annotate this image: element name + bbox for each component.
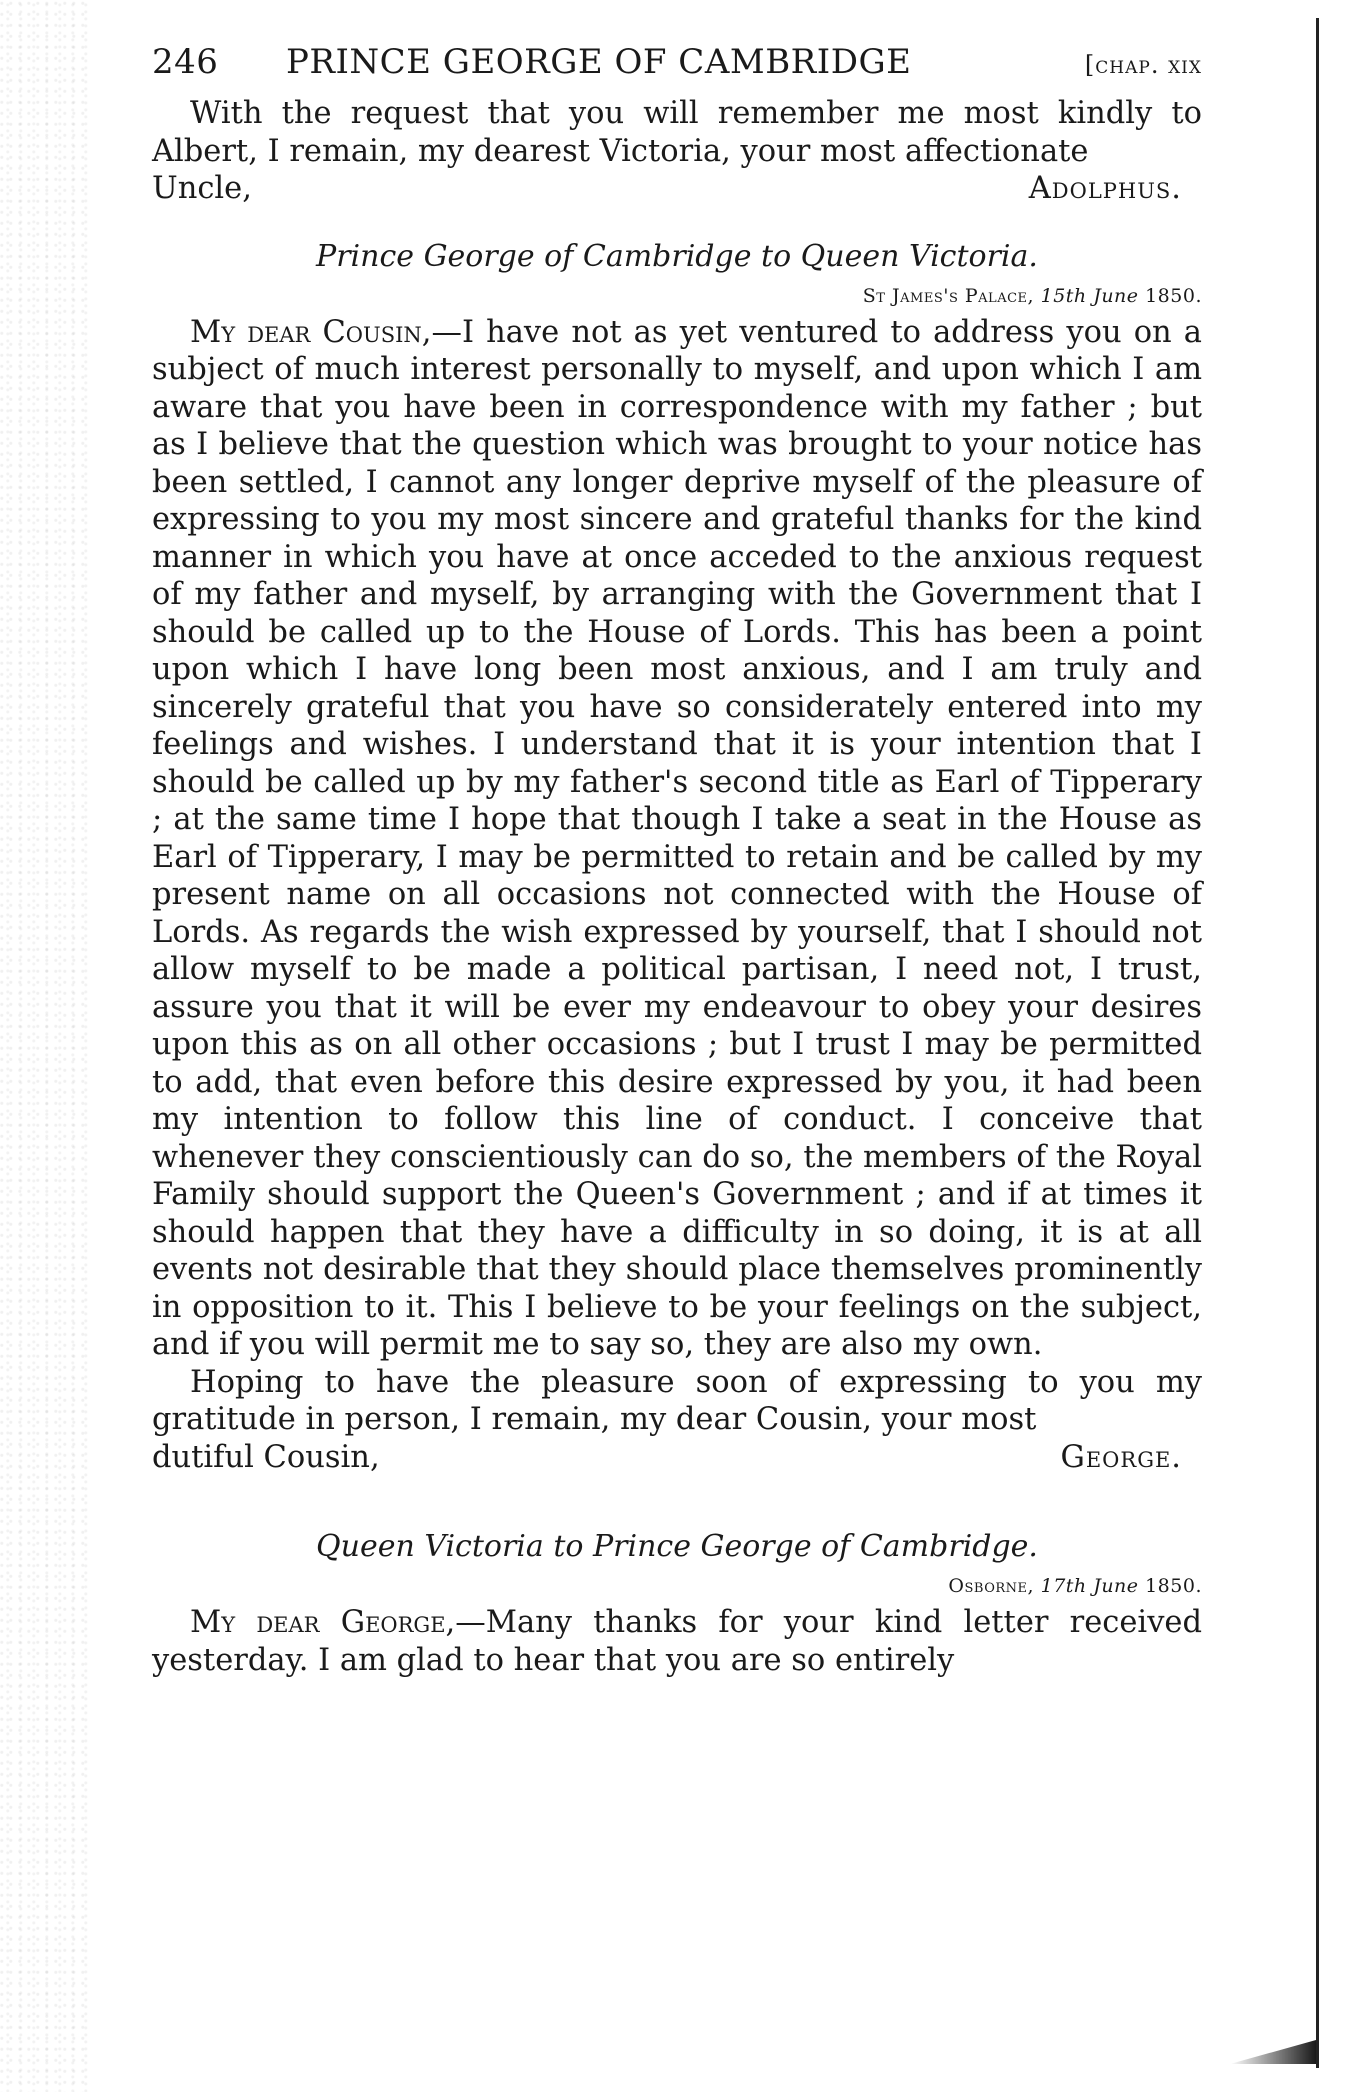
corner-curl-mark — [1230, 2040, 1316, 2064]
page-number: 246 — [152, 42, 219, 82]
dateline-day: 17th June — [1040, 1575, 1139, 1597]
dateline-place: St James's Palace, — [862, 284, 1035, 307]
signature: George. — [1060, 1439, 1182, 1475]
dateline-year: 1850. — [1145, 284, 1202, 307]
letter-body-text: —Many thanks for your kind letter received yesterday. I am glad to hear that you are so entirely — [152, 1605, 1202, 1678]
dateline — [152, 282, 1202, 310]
closing-paragraph: With the request that you will remember me most kindly to Albert, I remain, my dearest Victoria, your most affectionate — [152, 96, 1202, 169]
letter-heading: Prince George of Cambridge to Queen Victoria. — [316, 238, 1038, 274]
letter-closing: Hoping to have the pleasure soon of expressing to you my gratitude in person, I remain, my dear Cousin, your most — [152, 1364, 1202, 1437]
page-edge-shadow — [0, 0, 90, 2092]
letter-body-text: —I have not as yet ventured to address you on a subject of much interest personally to myself, and upon which I am aware that you have been in correspondence with my father ; but as I believe that the question which was brought to your notice has been settled, I cannot any longer deprive myself of the pleasure of expressing to you my most sincere and grateful thanks for the kind manner in which you have at once acceded to the anxious request of my father and myself, by arranging with the Government that I should be called up to the House of Lords. This has been a point upon which I have long been most anxious, and I am truly and sincerely grateful that you have so considerately entered into my feelings and wishes. I understand that it is your intention that I should be called up by my father's second title as Earl of Tipperary ; at the same time I hope that though I take a seat in the House as Earl of Tipperary, I may be permitted to retain and be called by my present name on all occasions not connected with the House of Lords. As regards the wish expressed by yourself, that I should not allow myself to be made a political partisan, I need not, I trust, assure you that it will be ever my endeavour to obey your desires upon this as on all other occasions ; but I trust I may be permitted to add, that even before this desire expressed by you, it had been my intention to follow this line of conduct. I conceive that whenever they conscientiously can do so, the members of the Royal Family should support the Queen's Government ; and if at times it should happen that they have a difficulty in so doing, it is at all events not desirable that they should place themselves prominently in opposition to it. This I believe to be your feelings on the subject, and if you will permit me to say so, they are also my own. — [152, 314, 1202, 1362]
page-edge-right-line — [1316, 18, 1319, 2068]
valediction: Uncle, — [152, 171, 252, 206]
letter-body — [152, 1604, 1202, 1679]
salutation: My dear George, — [190, 1605, 456, 1640]
running-title: PRINCE GEORGE OF CAMBRIDGE — [286, 42, 912, 82]
signoff-george — [152, 1439, 1202, 1477]
dateline-place: Osborne, — [948, 1575, 1035, 1597]
chapter-reference: [chap. xix — [1084, 51, 1202, 79]
signature: Adolphus. — [1028, 171, 1182, 206]
letter-body — [152, 314, 1202, 1364]
letter-heading: Queen Victoria to Prince George of Cambridge. — [316, 1529, 1038, 1564]
valediction: dutiful Cousin, — [152, 1439, 380, 1475]
signoff-adolphus — [152, 170, 1202, 208]
salutation: My dear Cousin, — [190, 314, 432, 350]
running-head — [152, 40, 1202, 87]
book-page — [152, 40, 1202, 1679]
dateline-day: 15th June — [1040, 284, 1139, 307]
dateline-year: 1850. — [1145, 1575, 1202, 1597]
dateline — [152, 1572, 1202, 1600]
